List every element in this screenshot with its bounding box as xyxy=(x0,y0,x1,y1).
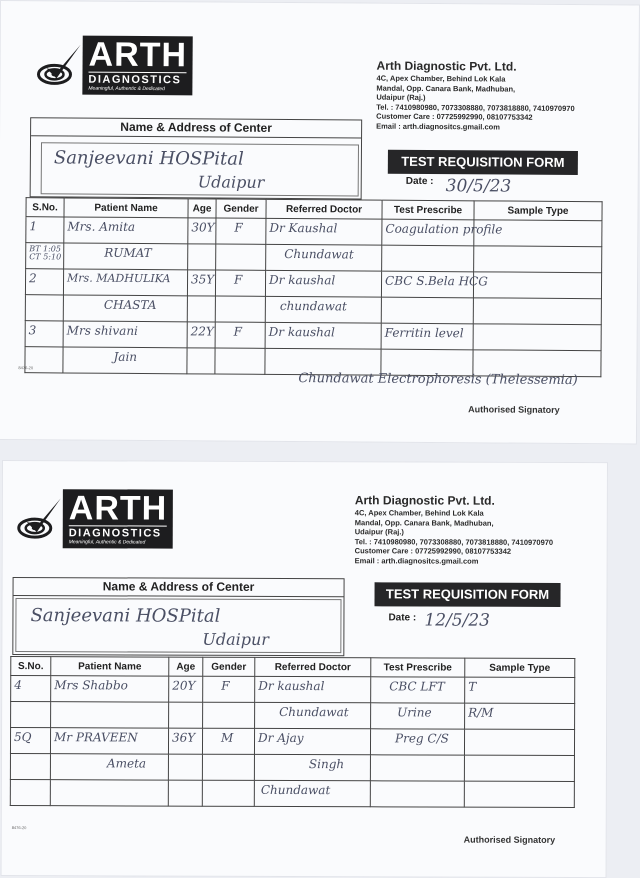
cell-doctor: Singh xyxy=(308,757,345,772)
authorised-signatory: Authorised Signatory xyxy=(468,404,560,415)
cell-gender: F xyxy=(221,678,230,693)
cell-patient-name: Mrs. Amita xyxy=(67,219,136,234)
center-box xyxy=(12,577,344,656)
address-line: 4C, Apex Chamber, Behind Lok Kala xyxy=(376,73,506,84)
cell-doctor: Chundawat xyxy=(284,246,354,262)
cell-sno: BT 1:05 CT 5:10 xyxy=(29,244,62,262)
center-name: Sanjeevani HOSPital xyxy=(53,147,244,170)
requisition-form-2 xyxy=(1,460,608,878)
header-test-prescribe: Test Prescribe xyxy=(371,658,465,677)
logo-name: ARTH xyxy=(68,489,168,528)
cell-gender: F xyxy=(233,324,243,339)
cell-age: 36Y xyxy=(172,730,196,745)
center-box xyxy=(30,117,363,199)
date-label: Date : xyxy=(388,612,417,624)
cell-patient-name: Mr PRAVEEN xyxy=(54,730,138,745)
logo-name: ARTH xyxy=(88,35,188,75)
overflow-note: Chundawat Electrophoresis (Thelessemia) xyxy=(298,371,578,389)
cell-doctor: Dr kaushal xyxy=(258,678,325,694)
form-title: TEST REQUISITION FORM xyxy=(374,582,560,607)
cell-sample: T xyxy=(468,679,477,694)
header-sno: S.No. xyxy=(26,198,64,217)
cell-patient-name: Ameta xyxy=(106,756,147,771)
cell-doctor: Dr Ajay xyxy=(258,730,304,746)
patient-table xyxy=(24,197,602,377)
logo-tagline: Meaningful, Authentic & Dedicated xyxy=(68,539,146,546)
email: Email : arth.diagnositcs.gmail.com xyxy=(354,555,479,566)
table-row xyxy=(26,217,602,247)
center-city: Udaipur xyxy=(197,172,265,192)
header-sample-type: Sample Type xyxy=(474,201,602,221)
cell-gender: M xyxy=(221,730,234,745)
table-row xyxy=(26,243,602,273)
patient-table xyxy=(10,656,576,808)
header-referred-doctor: Referred Doctor xyxy=(255,657,371,676)
table-row xyxy=(11,676,575,704)
address-line: Mandal, Opp. Canara Bank, Madhuban, xyxy=(376,83,516,94)
cell-patient-name: RUMAT xyxy=(104,245,152,261)
header-gender: Gender xyxy=(216,199,266,218)
header-patient-name: Patient Name xyxy=(64,198,188,218)
cell-patient-name: CHASTA xyxy=(103,297,157,313)
cell-doctor: Chundawat xyxy=(260,782,331,798)
cell-doctor: Chundawat xyxy=(279,704,349,720)
header-test-prescribe: Test Prescribe xyxy=(382,200,474,220)
header-age: Age xyxy=(188,199,216,218)
company-details xyxy=(376,58,575,132)
cell-gender: F xyxy=(234,272,243,287)
company-name: Arth Diagnostic Pvt. Ltd. xyxy=(354,493,495,508)
date-label: Date : xyxy=(405,175,434,188)
authorised-signatory: Authorised Signatory xyxy=(463,834,556,845)
form-title: TEST REQUISITION FORM xyxy=(388,150,578,175)
center-label: Name & Address of Center xyxy=(14,578,344,597)
table-row xyxy=(25,269,601,299)
cell-patient-name: Jain xyxy=(113,349,138,364)
cell-patient-name: Mrs Shabbo xyxy=(54,678,128,693)
table-row xyxy=(25,295,601,325)
cell-sno: 2 xyxy=(29,271,37,286)
center-label: Name & Address of Center xyxy=(31,118,361,138)
header-referred-doctor: Referred Doctor xyxy=(266,199,382,219)
table-row xyxy=(10,780,574,808)
cell-patient-name: Mrs shivani xyxy=(66,323,138,338)
cell-test: Preg C/S xyxy=(395,731,449,746)
email: Email : arth.diagnositcs.gmail.com xyxy=(376,121,500,131)
customer-care: Customer Care : 07725992990, 08107753342 xyxy=(354,546,512,556)
cell-doctor: Dr kaushal xyxy=(269,272,336,288)
logo-tagline: Meaningful, Authentic & Dedicated xyxy=(88,85,165,93)
telephone: Tel. : 7410980980, 7073308880, 7073818880, 7410970970 xyxy=(354,536,554,547)
cell-sno: 1 xyxy=(29,219,38,234)
center-value-box xyxy=(15,598,341,653)
center-value-box xyxy=(41,142,359,196)
cell-gender: F xyxy=(234,220,243,235)
cell-test: CBC S.Bela HCG xyxy=(385,273,488,289)
header-sample-type: Sample Type xyxy=(465,658,575,677)
address-line: 4C, Apex Chamber, Behind Lok Kala xyxy=(354,508,484,518)
cell-age: 22Y xyxy=(190,324,214,339)
table-row xyxy=(11,702,575,730)
cell-test: CBC LFT xyxy=(389,679,445,694)
header-gender: Gender xyxy=(203,657,255,676)
date-value: 12/5/23 xyxy=(424,610,491,631)
arth-logo xyxy=(17,489,174,549)
cell-sno: 5Q xyxy=(14,730,32,745)
form-code: 8476-20 xyxy=(18,365,34,371)
address-line: Mandal, Opp. Canara Bank, Madhuban, xyxy=(354,517,494,528)
header-sno: S.No. xyxy=(11,657,51,676)
form-code: 8476-20 xyxy=(11,825,27,831)
customer-care: Customer Care : 07725992990, 08107753342 xyxy=(376,111,533,122)
arth-emblem-icon xyxy=(36,42,82,88)
cell-test: Urine xyxy=(397,705,432,720)
cell-sample: R/M xyxy=(468,705,494,720)
company-name: Arth Diagnostic Pvt. Ltd. xyxy=(376,58,517,74)
arth-emblem-icon xyxy=(17,496,63,542)
header-patient-name: Patient Name xyxy=(51,657,169,676)
date-value: 30/5/23 xyxy=(445,176,512,197)
cell-doctor: chundawat xyxy=(279,298,347,314)
company-details xyxy=(355,492,554,566)
cell-sno: 3 xyxy=(28,323,37,338)
cell-doctor: Dr kaushal xyxy=(268,324,335,340)
logo-sub: DIAGNOSTICS xyxy=(88,72,187,87)
cell-doctor: Dr Kaushal xyxy=(269,220,338,236)
cell-age: 30Y xyxy=(191,220,215,235)
center-city: Udaipur xyxy=(202,629,269,649)
table-header-row xyxy=(11,657,575,678)
cell-age: 35Y xyxy=(191,272,215,287)
cell-sno: 4 xyxy=(14,678,22,693)
center-name: Sanjeevani HOSPital xyxy=(30,605,221,627)
table-row xyxy=(10,754,574,782)
header-age: Age xyxy=(169,657,203,676)
cell-test: Ferritin level xyxy=(384,325,464,341)
address-line: Udaipur (Raj.) xyxy=(354,527,404,537)
cell-test: Coagulation profile xyxy=(385,221,503,237)
logo-sub: DIAGNOSTICS xyxy=(69,525,167,539)
arth-logo xyxy=(36,35,193,95)
cell-age: 20Y xyxy=(172,678,196,693)
cell-patient-name: Mrs. MADHULIKA xyxy=(67,271,171,286)
telephone: Tel. : 7410980980, 7073308880, 7073818880, 7410970970 xyxy=(376,102,575,113)
address-line: Udaipur (Raj.) xyxy=(376,92,426,102)
table-row xyxy=(10,728,574,756)
table-row xyxy=(25,321,601,351)
